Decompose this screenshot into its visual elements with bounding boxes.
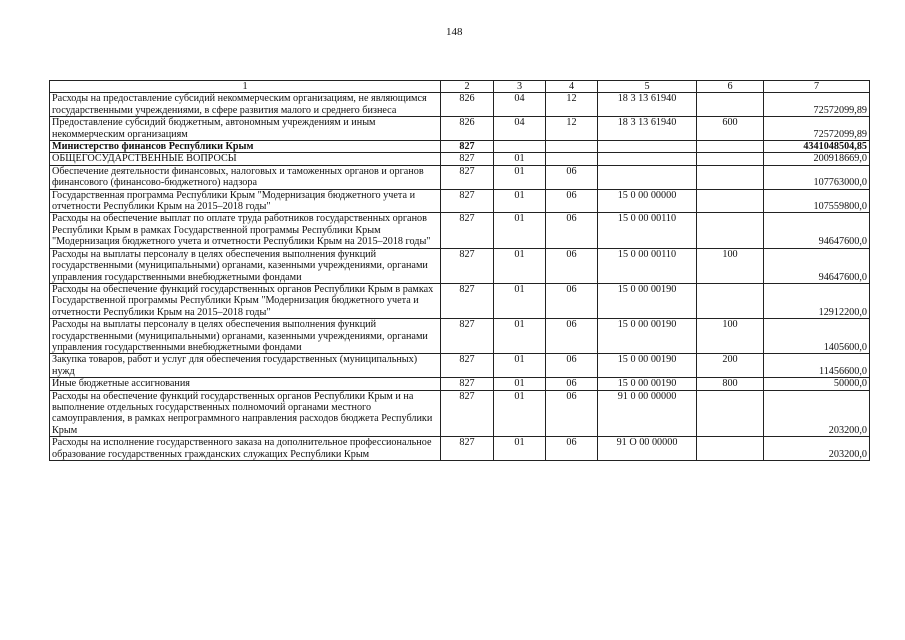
column-header: 5 [598, 81, 697, 93]
row-description: Расходы на обеспечение функций государственных органов Республики Крым и на выполнение отдельных государственных полномочий органами местного самоуправления, в рамках непрограммного направления расходов бюджета Республики Крым [50, 390, 441, 437]
table-row [50, 319, 870, 354]
table-row [50, 189, 870, 213]
cell-amount: 12912200,0 [764, 283, 870, 318]
table-row [50, 213, 870, 248]
cell-ministry-code: 827 [441, 354, 494, 378]
cell-target-article: 15 0 00 00110 [598, 248, 697, 283]
cell-ministry-code: 827 [441, 165, 494, 189]
cell-ministry-code: 826 [441, 117, 494, 141]
cell-section-code [494, 141, 546, 153]
cell-amount: 11456600,0 [764, 354, 870, 378]
cell-target-article [598, 153, 697, 165]
cell-subsection-code [546, 153, 598, 165]
cell-ministry-code: 827 [441, 437, 494, 461]
cell-section-code: 01 [494, 319, 546, 354]
table-row [50, 378, 870, 390]
cell-target-article: 15 0 00 00190 [598, 354, 697, 378]
row-description: Закупка товаров, работ и услуг для обеспечения государственных (муниципальных) нужд [50, 354, 441, 378]
cell-ministry-code: 827 [441, 390, 494, 437]
page-number: 148 [446, 26, 463, 38]
cell-subsection-code: 06 [546, 319, 598, 354]
cell-amount: 72572099,89 [764, 93, 870, 117]
cell-expense-type [697, 153, 764, 165]
table-row [50, 390, 870, 437]
cell-expense-type [697, 437, 764, 461]
table-row [50, 283, 870, 318]
row-description: Предоставление субсидий бюджетным, автономным учреждениям и иным некоммерческим организациям [50, 117, 441, 141]
cell-subsection-code [546, 141, 598, 153]
row-description: ОБЩЕГОСУДАРСТВЕННЫЕ ВОПРОСЫ [50, 153, 441, 165]
cell-target-article: 15 0 00 00190 [598, 378, 697, 390]
row-description: Расходы на обеспечение функций государственных органов Республики Крым в рамках Государственной программы Республики Крым "Модернизация бюджетного учета и отчетности Республики Крым на 2015–2018 годы" [50, 283, 441, 318]
cell-target-article: 15 0 00 00190 [598, 319, 697, 354]
row-description: Расходы на выплаты персоналу в целях обеспечения выполнения функций государственными (муниципальными) органами, казенными учреждениями, органами управления государственными внебюджетными фондами [50, 248, 441, 283]
cell-expense-type [697, 93, 764, 117]
cell-section-code: 01 [494, 283, 546, 318]
row-description: Расходы на исполнение государственного заказа на дополнительное профессиональное образование государственных гражданских служащих Республики Крым [50, 437, 441, 461]
cell-target-article: 18 3 13 61940 [598, 93, 697, 117]
cell-target-article: 18 3 13 61940 [598, 117, 697, 141]
cell-subsection-code: 06 [546, 437, 598, 461]
table-row [50, 93, 870, 117]
cell-ministry-code: 827 [441, 153, 494, 165]
cell-target-article [598, 165, 697, 189]
cell-section-code: 01 [494, 165, 546, 189]
cell-ministry-code: 827 [441, 248, 494, 283]
cell-expense-type: 800 [697, 378, 764, 390]
cell-amount: 107763000,0 [764, 165, 870, 189]
table-body [50, 81, 870, 461]
cell-subsection-code: 06 [546, 248, 598, 283]
cell-expense-type: 600 [697, 117, 764, 141]
cell-amount: 94647600,0 [764, 213, 870, 248]
row-description: Министерство финансов Республики Крым [50, 141, 441, 153]
cell-expense-type [697, 390, 764, 437]
column-header: 6 [697, 81, 764, 93]
cell-expense-type [697, 165, 764, 189]
cell-section-code: 04 [494, 117, 546, 141]
cell-expense-type [697, 213, 764, 248]
cell-subsection-code: 12 [546, 93, 598, 117]
table-header-row [50, 81, 870, 93]
cell-subsection-code: 12 [546, 117, 598, 141]
cell-section-code: 01 [494, 153, 546, 165]
cell-ministry-code: 826 [441, 93, 494, 117]
cell-amount: 50000,0 [764, 378, 870, 390]
row-description: Государственная программа Республики Крым "Модернизация бюджетного учета и отчетности Республики Крым на 2015–2018 годы" [50, 189, 441, 213]
cell-subsection-code: 06 [546, 165, 598, 189]
cell-ministry-code: 827 [441, 283, 494, 318]
cell-section-code: 01 [494, 437, 546, 461]
cell-subsection-code: 06 [546, 283, 598, 318]
cell-expense-type: 100 [697, 248, 764, 283]
row-description: Расходы на обеспечение выплат по оплате труда работников государственных органов Республики Крым в рамках Государственной программы Республики Крым "Модернизация бюджетного учета и отчетности Республики Крым на 2015–2018 годы" [50, 213, 441, 248]
cell-ministry-code: 827 [441, 378, 494, 390]
table-row [50, 165, 870, 189]
cell-ministry-code: 827 [441, 189, 494, 213]
table-row [50, 354, 870, 378]
cell-subsection-code: 06 [546, 189, 598, 213]
cell-target-article: 91 0 00 00000 [598, 390, 697, 437]
cell-section-code: 01 [494, 390, 546, 437]
cell-amount: 4341048504,85 [764, 141, 870, 153]
row-description: Обеспечение деятельности финансовых, налоговых и таможенных органов и органов финансового (финансово-бюджетного) надзора [50, 165, 441, 189]
cell-section-code: 01 [494, 378, 546, 390]
cell-ministry-code: 827 [441, 213, 494, 248]
cell-target-article: 15 0 00 00000 [598, 189, 697, 213]
table-row [50, 141, 870, 153]
column-header: 2 [441, 81, 494, 93]
table-row [50, 248, 870, 283]
cell-target-article: 15 0 00 00110 [598, 213, 697, 248]
cell-target-article: 15 0 00 00190 [598, 283, 697, 318]
cell-ministry-code: 827 [441, 319, 494, 354]
cell-expense-type [697, 141, 764, 153]
cell-ministry-code: 827 [441, 141, 494, 153]
row-description: Иные бюджетные ассигнования [50, 378, 441, 390]
cell-amount: 107559800,0 [764, 189, 870, 213]
cell-section-code: 01 [494, 248, 546, 283]
cell-expense-type [697, 189, 764, 213]
cell-section-code: 01 [494, 213, 546, 248]
cell-target-article [598, 141, 697, 153]
table-row [50, 437, 870, 461]
column-header: 4 [546, 81, 598, 93]
cell-target-article: 91 О 00 00000 [598, 437, 697, 461]
cell-section-code: 01 [494, 354, 546, 378]
cell-expense-type: 100 [697, 319, 764, 354]
budget-table [49, 80, 870, 461]
row-description: Расходы на выплаты персоналу в целях обеспечения выполнения функций государственными (муниципальными) органами, казенными учреждениями, органами управления государственными внебюджетными фондами [50, 319, 441, 354]
cell-expense-type [697, 283, 764, 318]
cell-expense-type: 200 [697, 354, 764, 378]
table-row [50, 117, 870, 141]
column-header: 3 [494, 81, 546, 93]
cell-amount: 72572099,89 [764, 117, 870, 141]
cell-section-code: 01 [494, 189, 546, 213]
cell-section-code: 04 [494, 93, 546, 117]
cell-amount: 200918669,0 [764, 153, 870, 165]
column-header: 7 [764, 81, 870, 93]
cell-amount: 94647600,0 [764, 248, 870, 283]
cell-amount: 203200,0 [764, 390, 870, 437]
cell-subsection-code: 06 [546, 390, 598, 437]
cell-subsection-code: 06 [546, 378, 598, 390]
cell-amount: 1405600,0 [764, 319, 870, 354]
cell-subsection-code: 06 [546, 354, 598, 378]
column-header: 1 [50, 81, 441, 93]
row-description: Расходы на предоставление субсидий некоммерческим организациям, не являющимся государственными учреждениями, в сфере развития малого и среднего бизнеса [50, 93, 441, 117]
cell-subsection-code: 06 [546, 213, 598, 248]
table-row [50, 153, 870, 165]
cell-amount: 203200,0 [764, 437, 870, 461]
